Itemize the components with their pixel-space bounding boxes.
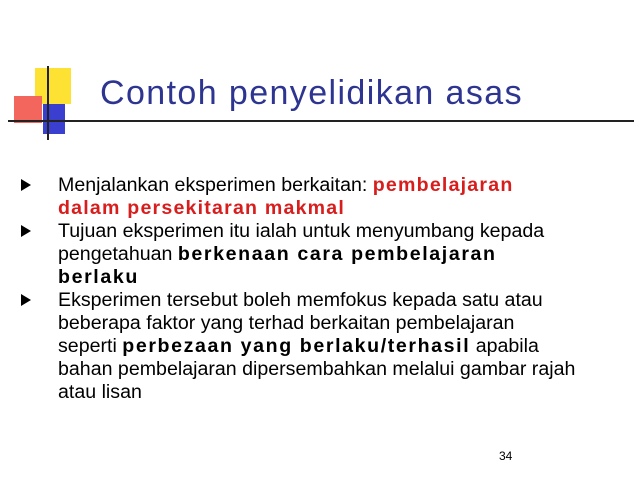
bullet-text-after: apabila bahan pembelajaran dipersembahkan melalui gambar rajah atau lisan	[58, 335, 576, 403]
bullet-item	[0, 220, 578, 289]
bullet-item	[0, 289, 578, 404]
bullet-item	[0, 174, 578, 220]
bullet-emphasis: berkenaan cara pembelajaran berlaku	[58, 243, 497, 288]
bullet-emphasis: perbezaan yang berlaku/terhasil	[122, 335, 471, 357]
logo-vertical-line	[47, 66, 49, 140]
arrow-bullet-icon	[21, 225, 31, 237]
bullet-text: Tujuan eksperimen itu ialah untuk menyumbang kepada pengetahuan	[58, 220, 545, 265]
title-underline	[8, 120, 634, 122]
logo-red-square	[14, 96, 42, 123]
arrow-bullet-icon	[21, 179, 31, 191]
bullet-list	[0, 174, 638, 404]
arrow-bullet-icon	[21, 294, 31, 306]
bullet-text: Menjalankan eksperimen berkaitan:	[58, 174, 373, 196]
slide-title: Contoh penyelidikan asas	[100, 74, 523, 112]
page-number: 34	[499, 449, 513, 463]
bullet-emphasis: pembelajaran dalam persekitaran makmal	[58, 174, 514, 219]
bullet-text: Eksperimen tersebut boleh memfokus kepada satu atau beberapa faktor yang terhad berkaitan pembelajaran seperti	[58, 289, 543, 357]
